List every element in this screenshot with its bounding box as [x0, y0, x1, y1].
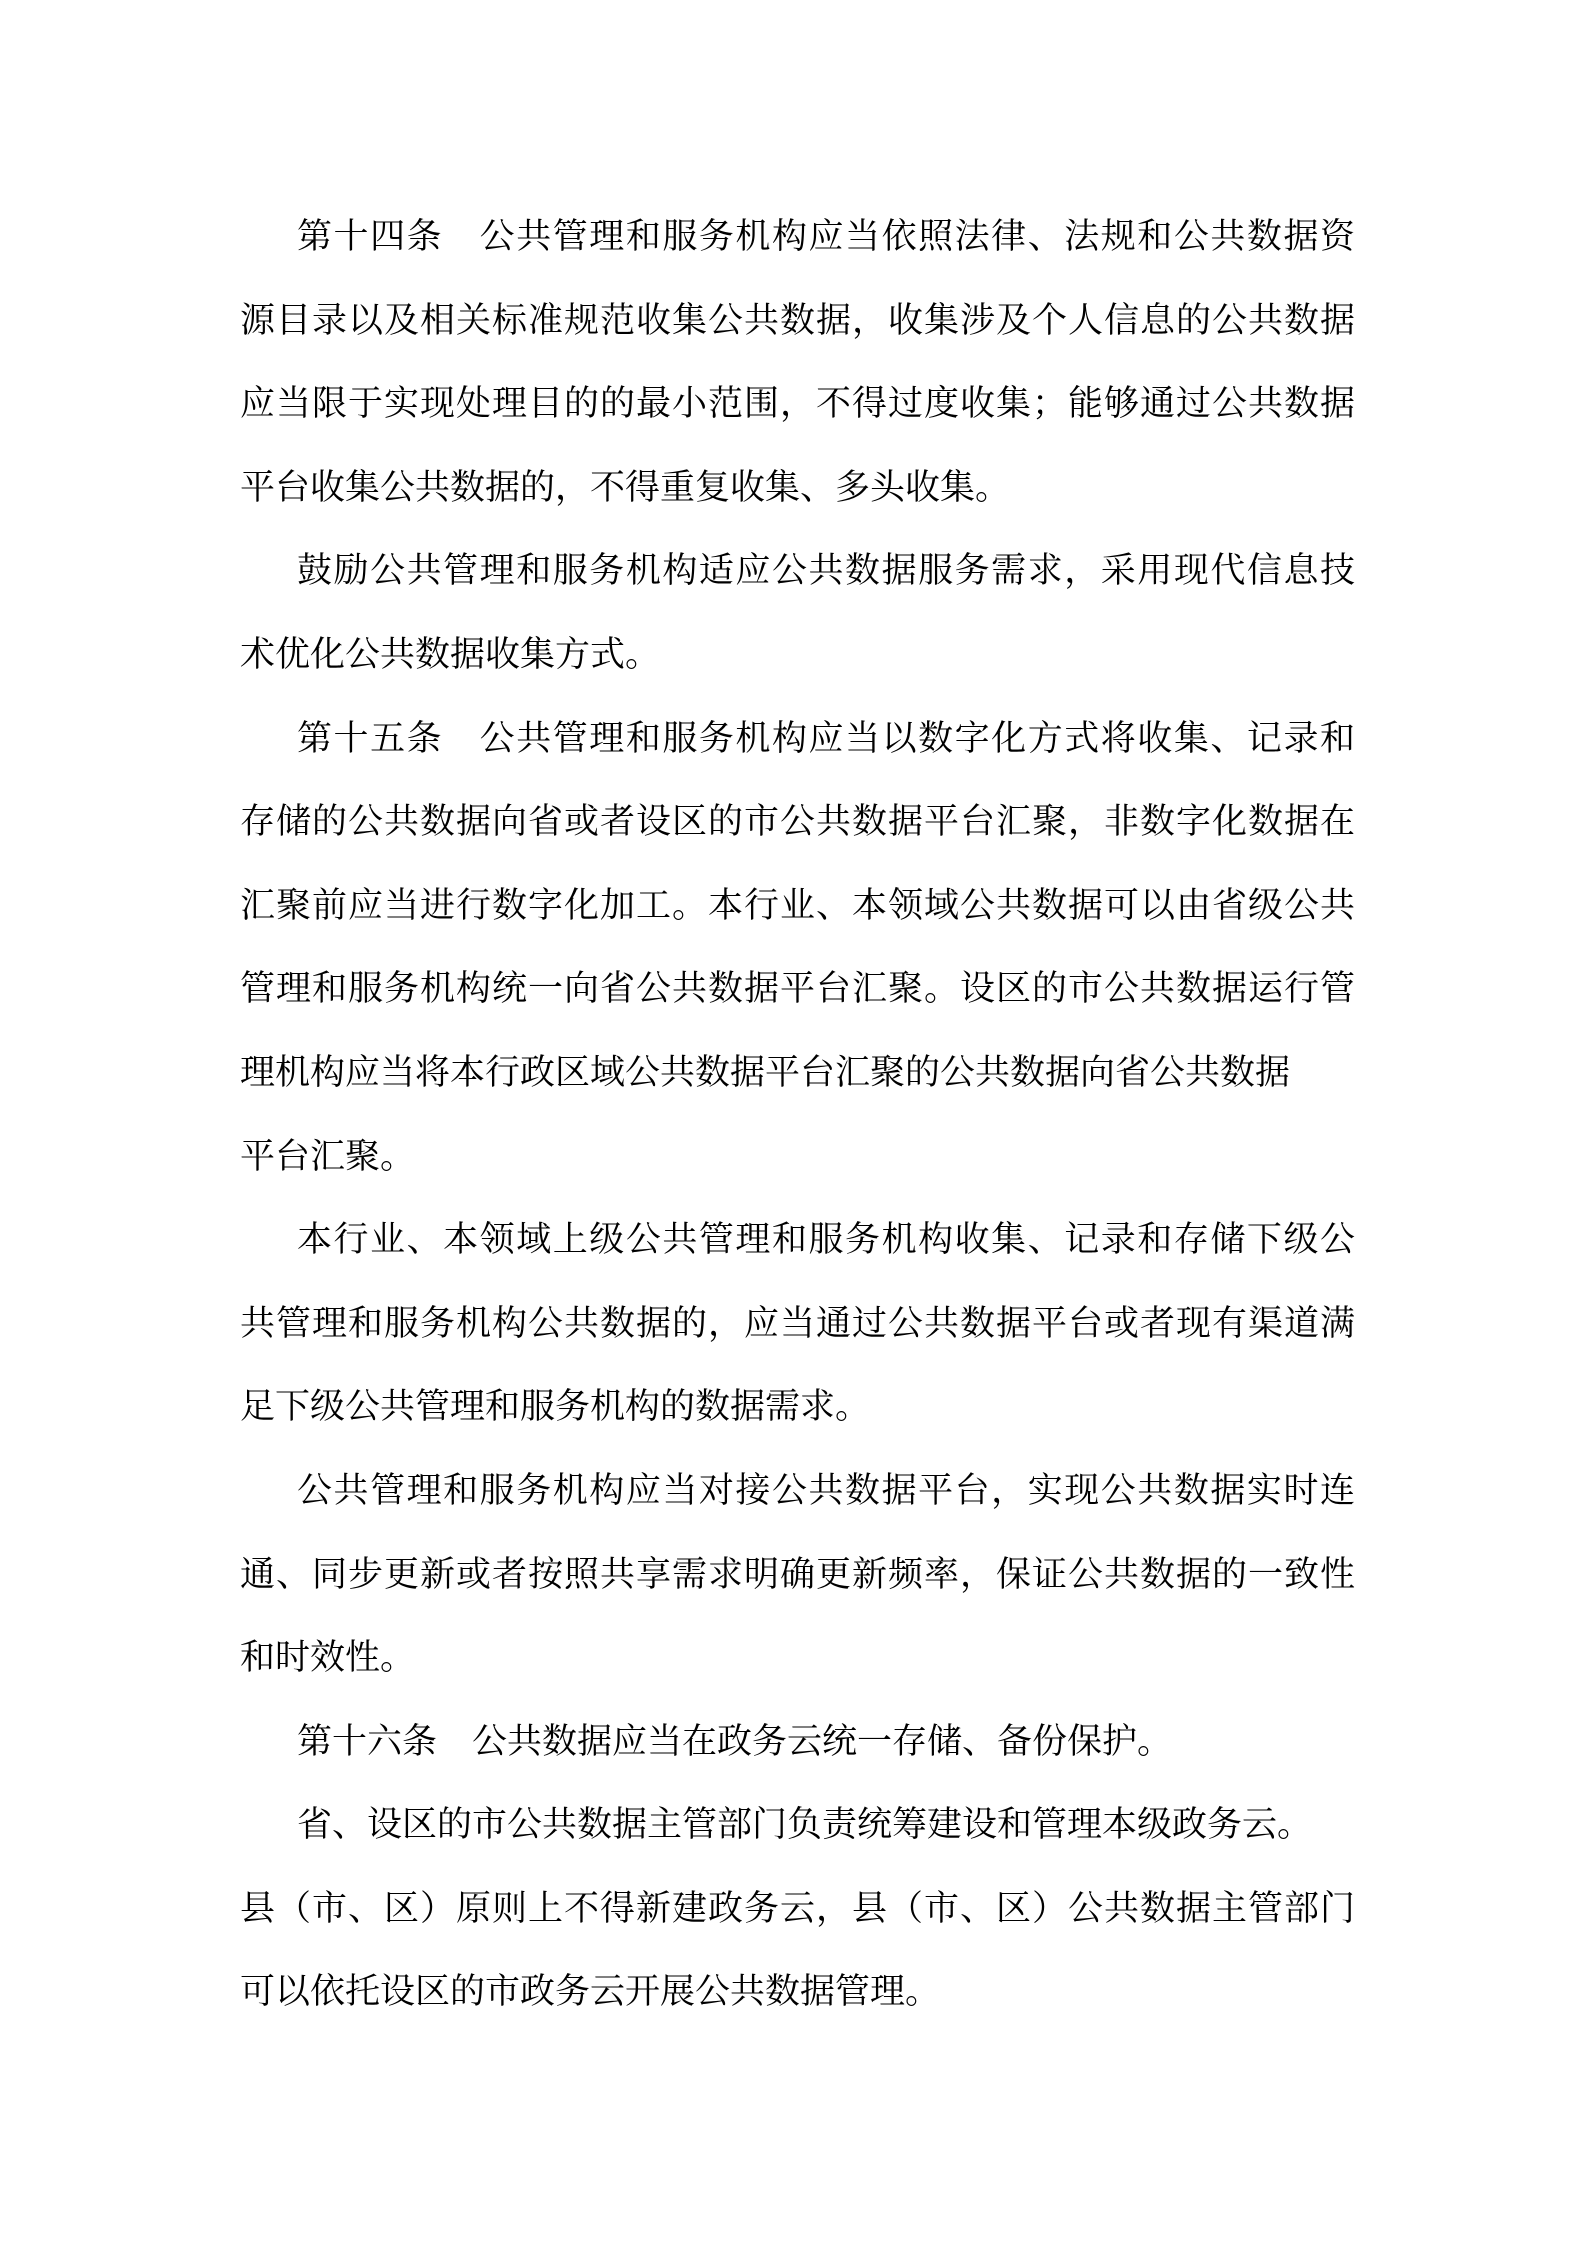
- paragraph-platform-connect: [240, 1450, 1355, 1701]
- text-line: 应当限于实现处理目的的最小范围，不得过度收集；能够通过公共数据: [240, 384, 1355, 425]
- text-line: 共管理和服务机构公共数据的，应当通过公共数据平台或者现有渠道满: [240, 1303, 1355, 1344]
- text-line: 第十六条 公共数据应当在政务云统一存储、备份保护。: [297, 1721, 1173, 1762]
- paragraph-upper-level: [240, 1199, 1355, 1450]
- text-line: 术优化公共数据收集方式。: [240, 634, 661, 675]
- paragraph-encourage: [240, 530, 1355, 697]
- text-line: 县（市、区）原则上不得新建政务云，县（市、区）公共数据主管部门: [240, 1888, 1355, 1929]
- paragraph-article-14: [240, 196, 1355, 530]
- text-line: 源目录以及相关标准规范收集公共数据，收集涉及个人信息的公共数据: [240, 300, 1355, 341]
- text-line: 平台汇聚。: [240, 1136, 416, 1177]
- text-line: 管理和服务机构统一向省公共数据平台汇聚。设区的市公共数据运行管: [240, 969, 1355, 1010]
- text-line: 第十四条 公共管理和服务机构应当依照法律、法规和公共数据资: [297, 217, 1355, 257]
- document-page: [240, 196, 1355, 2035]
- text-line: 通、同步更新或者按照共享需求明确更新频率，保证公共数据的一致性: [240, 1554, 1355, 1595]
- text-line: 平台收集公共数据的，不得重复收集、多头收集。: [240, 467, 1011, 508]
- paragraph-article-16: [240, 1701, 1355, 1785]
- text-line: 汇聚前应当进行数字化加工。本行业、本领域公共数据可以由省级公共: [240, 885, 1355, 926]
- text-line: 和时效性。: [240, 1638, 416, 1679]
- text-line: 理机构应当将本行政区域公共数据平台汇聚的公共数据向省公共数据: [240, 1052, 1291, 1093]
- text-line: 鼓励公共管理和服务机构适应公共数据服务需求，采用现代信息技: [297, 551, 1355, 592]
- text-line: 公共管理和服务机构应当对接公共数据平台，实现公共数据实时连: [297, 1470, 1355, 1511]
- text-line: 存储的公共数据向省或者设区的市公共数据平台汇聚，非数字化数据在: [240, 802, 1355, 843]
- text-line: 足下级公共管理和服务机构的数据需求。: [240, 1387, 871, 1428]
- text-line: 省、设区的市公共数据主管部门负责统筹建设和管理本级政务云。: [297, 1805, 1313, 1846]
- text-line: 本行业、本领域上级公共管理和服务机构收集、记录和存储下级公: [297, 1220, 1355, 1261]
- text-line: 第十五条 公共管理和服务机构应当以数字化方式将收集、记录和: [297, 718, 1355, 759]
- text-line: 可以依托设区的市政务云开展公共数据管理。: [240, 1972, 941, 2013]
- paragraph-gov-cloud: [240, 1784, 1355, 2035]
- paragraph-article-15: [240, 698, 1355, 1200]
